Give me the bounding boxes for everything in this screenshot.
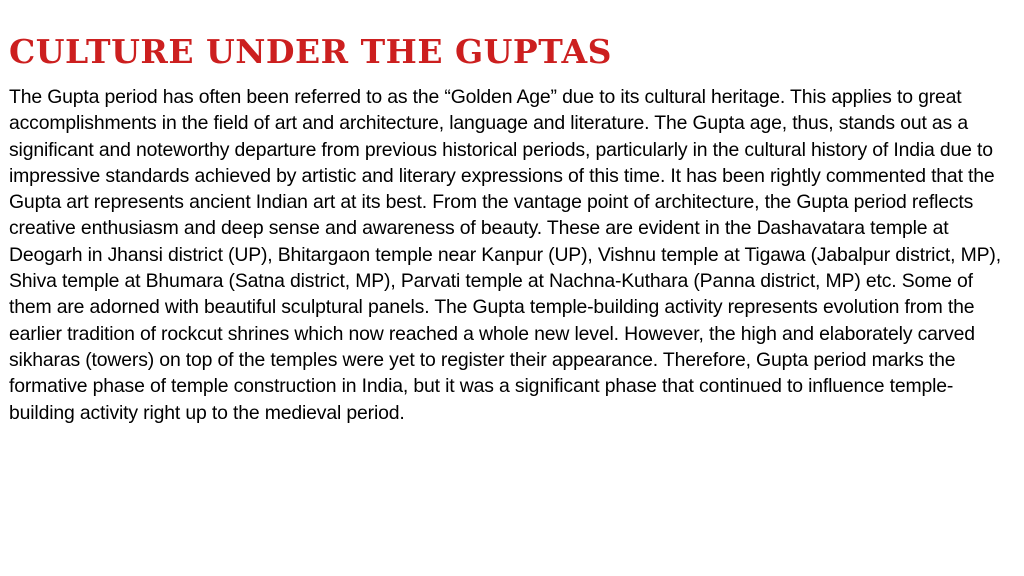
slide-title: CULTURE UNDER THE GUPTAS	[9, 32, 612, 71]
slide-body-text: The Gupta period has often been referred to as the “Golden Age” due to its cultural heritage. This applies to great accomplishments in the field of art and architecture, language and literature. The Gupta age, thus, stands out as a significant and noteworthy departure from previous historical periods, particularly in the cultural history of India due to impressive standards achieved by artistic and literary expressions of this time. It has been rightly commented that the Gupta art represents ancient Indian art at its best. From the vantage point of architecture, the Gupta period reflects creative enthusiasm and deep sense and awareness of beauty. These are evident in the Dashavatara temple at Deogarh in Jhansi district (UP), Bhitargaon temple near Kanpur (UP), Vishnu temple at Tigawa (Jabalpur district, MP), Shiva temple at Bhumara (Satna district, MP), Parvati temple at Nachna-Kuthara (Panna district, MP) etc. Some of them are adorned with beautiful sculptural panels. The Gupta temple-building activity represents evolution from the earlier tradition of rockcut shrines which now reached a whole new level. However, the high and elaborately carved sikharas (towers) on top of the temples were yet to register their appearance. Therefore, Gupta period marks the formative phase of temple construction in India, but it was a significant phase that continued to influence temple-building activity right up to the medieval period.	[9, 86, 1001, 424]
